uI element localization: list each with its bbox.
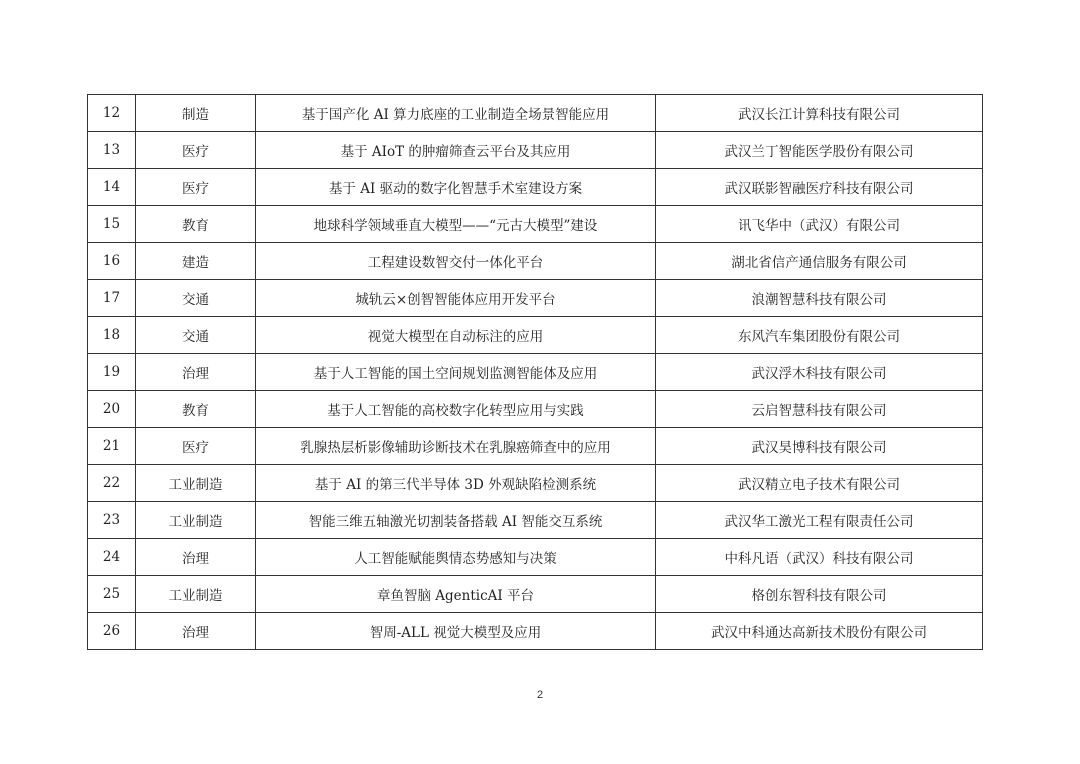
project-name-cell: 基于 AI 的第三代半导体 3D 外观缺陷检测系统 bbox=[256, 465, 656, 502]
row-number-cell: 17 bbox=[88, 280, 136, 317]
row-number-cell: 18 bbox=[88, 317, 136, 354]
table-row bbox=[88, 206, 983, 243]
table-row bbox=[88, 280, 983, 317]
field-cell: 治理 bbox=[136, 354, 256, 391]
table-row bbox=[88, 317, 983, 354]
company-name-cell: 中科凡语（武汉）科技有限公司 bbox=[656, 539, 983, 576]
company-name-cell: 武汉华工激光工程有限责任公司 bbox=[656, 502, 983, 539]
field-cell: 交通 bbox=[136, 280, 256, 317]
company-name-cell: 湖北省信产通信服务有限公司 bbox=[656, 243, 983, 280]
row-number-cell: 23 bbox=[88, 502, 136, 539]
company-name-cell: 武汉中科通达高新技术股份有限公司 bbox=[656, 613, 983, 650]
row-number-cell: 24 bbox=[88, 539, 136, 576]
field-cell: 工业制造 bbox=[136, 465, 256, 502]
row-number-cell: 26 bbox=[88, 613, 136, 650]
row-number-cell: 15 bbox=[88, 206, 136, 243]
project-name-cell: 智能三维五轴激光切割装备搭载 AI 智能交互系统 bbox=[256, 502, 656, 539]
row-number-cell: 14 bbox=[88, 169, 136, 206]
project-table bbox=[87, 94, 983, 650]
field-cell: 医疗 bbox=[136, 428, 256, 465]
table-row bbox=[88, 354, 983, 391]
project-name-cell: 工程建设数智交付一体化平台 bbox=[256, 243, 656, 280]
table-row bbox=[88, 502, 983, 539]
project-name-cell: 基于 AI 驱动的数字化智慧手术室建设方案 bbox=[256, 169, 656, 206]
field-cell: 医疗 bbox=[136, 169, 256, 206]
field-cell: 交通 bbox=[136, 317, 256, 354]
table-row bbox=[88, 243, 983, 280]
field-cell: 治理 bbox=[136, 613, 256, 650]
company-name-cell: 武汉精立电子技术有限公司 bbox=[656, 465, 983, 502]
company-name-cell: 讯飞华中（武汉）有限公司 bbox=[656, 206, 983, 243]
project-name-cell: 基于 AIoT 的肿瘤筛查云平台及其应用 bbox=[256, 132, 656, 169]
row-number-cell: 12 bbox=[88, 95, 136, 132]
project-name-cell: 基于国产化 AI 算力底座的工业制造全场景智能应用 bbox=[256, 95, 656, 132]
company-name-cell: 武汉联影智融医疗科技有限公司 bbox=[656, 169, 983, 206]
project-name-cell: 章鱼智脑 AgenticAI 平台 bbox=[256, 576, 656, 613]
table-row bbox=[88, 391, 983, 428]
project-name-cell: 人工智能赋能舆情态势感知与决策 bbox=[256, 539, 656, 576]
project-name-cell: 智周-ALL 视觉大模型及应用 bbox=[256, 613, 656, 650]
company-name-cell: 武汉长江计算科技有限公司 bbox=[656, 95, 983, 132]
project-name-cell: 城轨云×创智智能体应用开发平台 bbox=[256, 280, 656, 317]
row-number-cell: 21 bbox=[88, 428, 136, 465]
table-row bbox=[88, 169, 983, 206]
field-cell: 教育 bbox=[136, 391, 256, 428]
row-number-cell: 16 bbox=[88, 243, 136, 280]
project-name-cell: 基于人工智能的国土空间规划监测智能体及应用 bbox=[256, 354, 656, 391]
row-number-cell: 25 bbox=[88, 576, 136, 613]
row-number-cell: 13 bbox=[88, 132, 136, 169]
row-number-cell: 19 bbox=[88, 354, 136, 391]
company-name-cell: 格创东智科技有限公司 bbox=[656, 576, 983, 613]
table-row bbox=[88, 95, 983, 132]
table-row bbox=[88, 465, 983, 502]
field-cell: 治理 bbox=[136, 539, 256, 576]
field-cell: 工业制造 bbox=[136, 502, 256, 539]
table-row bbox=[88, 576, 983, 613]
field-cell: 工业制造 bbox=[136, 576, 256, 613]
project-name-cell: 基于人工智能的高校数字化转型应用与实践 bbox=[256, 391, 656, 428]
project-name-cell: 乳腺热层析影像辅助诊断技术在乳腺癌筛查中的应用 bbox=[256, 428, 656, 465]
field-cell: 教育 bbox=[136, 206, 256, 243]
company-name-cell: 云启智慧科技有限公司 bbox=[656, 391, 983, 428]
table-body bbox=[88, 95, 983, 650]
table-row bbox=[88, 613, 983, 650]
company-name-cell: 武汉昊博科技有限公司 bbox=[656, 428, 983, 465]
field-cell: 建造 bbox=[136, 243, 256, 280]
project-name-cell: 视觉大模型在自动标注的应用 bbox=[256, 317, 656, 354]
field-cell: 制造 bbox=[136, 95, 256, 132]
table-row bbox=[88, 539, 983, 576]
project-name-cell: 地球科学领域垂直大模型——“元古大模型”建设 bbox=[256, 206, 656, 243]
row-number-cell: 20 bbox=[88, 391, 136, 428]
table-row bbox=[88, 428, 983, 465]
page-number: 2 bbox=[536, 689, 544, 701]
row-number-cell: 22 bbox=[88, 465, 136, 502]
company-name-cell: 浪潮智慧科技有限公司 bbox=[656, 280, 983, 317]
table-row bbox=[88, 132, 983, 169]
company-name-cell: 东风汽车集团股份有限公司 bbox=[656, 317, 983, 354]
company-name-cell: 武汉兰丁智能医学股份有限公司 bbox=[656, 132, 983, 169]
company-name-cell: 武汉浮木科技有限公司 bbox=[656, 354, 983, 391]
field-cell: 医疗 bbox=[136, 132, 256, 169]
